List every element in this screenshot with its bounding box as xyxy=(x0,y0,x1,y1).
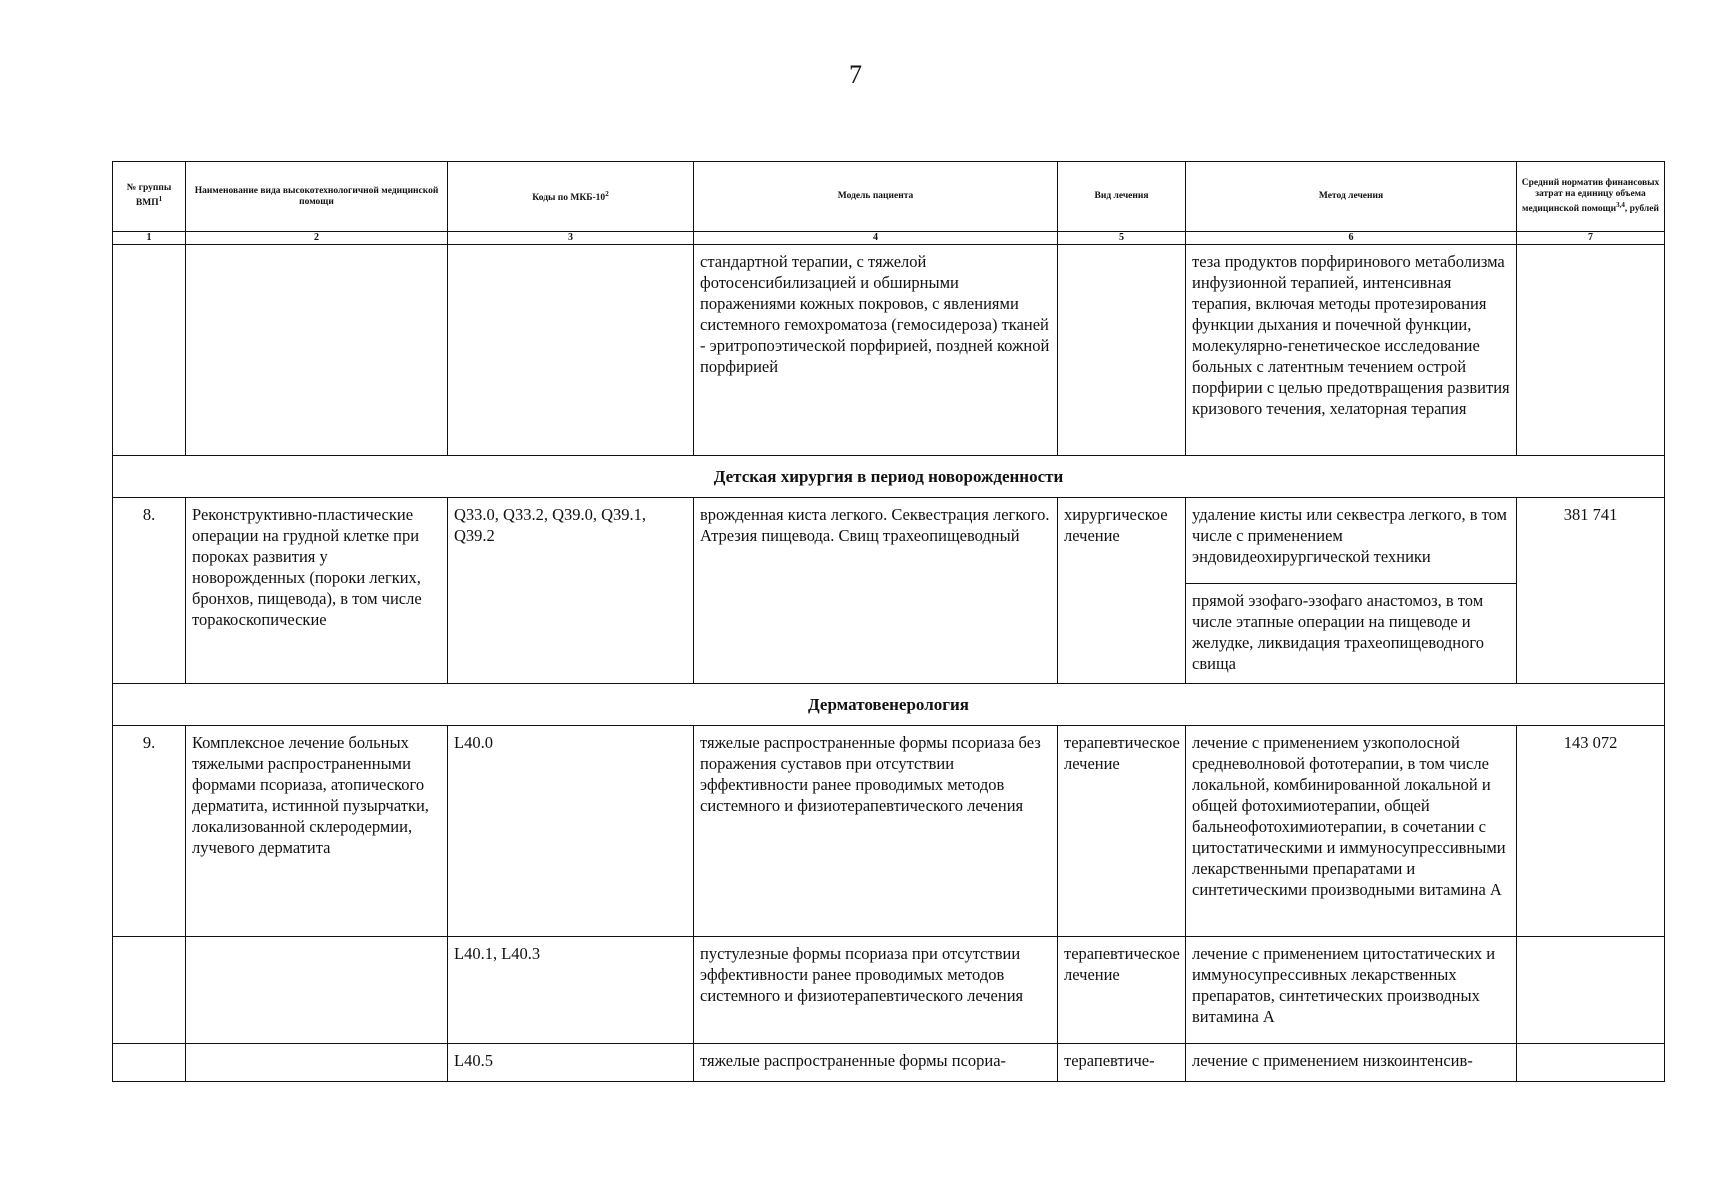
empty-cell xyxy=(186,937,448,1044)
empty-cell xyxy=(1517,1044,1665,1082)
icd-codes-cell: L40.5 xyxy=(448,1044,694,1082)
treatment-type-cell: хирургическое лечение xyxy=(1058,498,1186,684)
empty-cell xyxy=(113,937,186,1044)
header-patient-model: Модель пациента xyxy=(694,162,1058,232)
empty-cell xyxy=(113,245,186,456)
section-title-dermatovenereology: Дерматовенерология xyxy=(113,684,1665,726)
treatment-type-cell: терапевтиче- xyxy=(1058,1044,1186,1082)
patient-model-cell: тяжелые распространенные формы псориаза без поражения суставов при отсутствии эффективности ранее проводимых методов системного и физиотерапевтического лечения xyxy=(694,726,1058,937)
treatment-method-cell: теза продуктов порфиринового метаболизма инфузионной терапией, интенсивная терапия, включая методы протезирования функции дыхания и почечной функции, молекулярно-генетическое исследование больных с латентным течением острой порфирии с целью предотвращения развития кризового течения, хелаторная терапия xyxy=(1186,245,1517,456)
cost-cell: 143 072 xyxy=(1517,726,1665,937)
empty-cell xyxy=(448,245,694,456)
treatment-method-cell: лечение с применением низкоинтенсив- xyxy=(1186,1044,1517,1082)
group-number-cell: 9. xyxy=(113,726,186,937)
section-title-neonatal-surgery: Детская хирургия в период новорожденности xyxy=(113,456,1665,498)
table-row-9 xyxy=(113,726,1665,937)
patient-model-cell: пустулезные формы псориаза при отсутствии эффективности ранее проводимых методов системного и физиотерапевтического лечения xyxy=(694,937,1058,1044)
header-treatment-method: Метод лечения xyxy=(1186,162,1517,232)
column-number: 2 xyxy=(186,232,448,245)
section-row xyxy=(113,684,1665,726)
vmp-table xyxy=(112,161,1665,1082)
column-number: 6 xyxy=(1186,232,1517,245)
treatment-method-cell: прямой эзофаго-эзофаго анастомоз, в том числе этапные операции на пищеводе и желудке, ликвидация трахеопищеводного свища xyxy=(1186,584,1517,684)
section-row xyxy=(113,456,1665,498)
care-name-cell: Комплексное лечение больных тяжелыми распространенными формами псориаза, атопического дерматита, истинной пузырчатки, локализованной склеродермии, лучевого дерматита xyxy=(186,726,448,937)
table-row-8 xyxy=(113,498,1665,584)
care-name-cell: Реконструктивно-пластические операции на грудной клетке при пороках развития у новорожденных (пороки легких, бронхов, пищевода), в том числе торакоскопические xyxy=(186,498,448,684)
column-number: 7 xyxy=(1517,232,1665,245)
empty-cell xyxy=(1517,245,1665,456)
patient-model-cell: врожденная киста легкого. Секвестрация легкого. Атрезия пищевода. Свищ трахеопищеводный xyxy=(694,498,1058,684)
header-icd-codes: Коды по МКБ-$10^2$ xyxy=(448,162,694,232)
treatment-type-cell: терапевтическое лечение xyxy=(1058,937,1186,1044)
treatment-type-cell: терапевтическое лечение xyxy=(1058,726,1186,937)
cost-cell: 381 741 xyxy=(1517,498,1665,684)
header-care-name: Наименование вида высокотехнологичной медицинской помощи xyxy=(186,162,448,232)
column-number: 5 xyxy=(1058,232,1186,245)
header-treatment-type: Вид лечения xyxy=(1058,162,1186,232)
patient-model-cell: тяжелые распространенные формы псориа- xyxy=(694,1044,1058,1082)
column-number: 3 xyxy=(448,232,694,245)
empty-cell xyxy=(1058,245,1186,456)
empty-cell xyxy=(113,1044,186,1082)
continuation-row xyxy=(113,245,1665,456)
column-number: 1 xyxy=(113,232,186,245)
page-number: 7 xyxy=(849,60,862,89)
header-cost-norm: Средний норматив финансовых затрат на единицу объема медицинской помощи$^{3,4}$, рублей xyxy=(1517,162,1665,232)
header-row xyxy=(113,162,1665,232)
column-number-row xyxy=(113,232,1665,245)
group-number-cell: 8. xyxy=(113,498,186,684)
treatment-method-cell: лечение с применением цитостатических и иммуносупрессивных лекарственных препаратов, синтетических производных витамина А xyxy=(1186,937,1517,1044)
empty-cell xyxy=(1517,937,1665,1044)
icd-codes-cell: L40.1, L40.3 xyxy=(448,937,694,1044)
patient-model-cell: стандартной терапии, с тяжелой фотосенсибилизацией и обширными поражениями кожных покровов, с явлениями системного гемохроматоза (гемосидероза) тканей - эритропоэтической порфирией, поздней кожной порфирией xyxy=(694,245,1058,456)
table-row-9-sub-3 xyxy=(113,1044,1665,1082)
icd-codes-cell: Q33.0, Q33.2, Q39.0, Q39.1, Q39.2 xyxy=(448,498,694,684)
header-group-number: № группы ВМП$^1$ xyxy=(113,162,186,232)
column-number: 4 xyxy=(694,232,1058,245)
empty-cell xyxy=(186,245,448,456)
treatment-method-cell: удаление кисты или секвестра легкого, в том числе с применением эндовидеохирургической техники xyxy=(1186,498,1517,584)
table-row-9-sub-2 xyxy=(113,937,1665,1044)
icd-codes-cell: L40.0 xyxy=(448,726,694,937)
treatment-method-cell: лечение с применением узкополосной средневолновой фототерапии, в том числе локальной, комбинированной локальной и общей фотохимиотерапии, общей бальнеофотохимиотерапии, в сочетании с цитостатическими и иммуносупрессивными лекарственными препаратами и синтетическими производными витамина А xyxy=(1186,726,1517,937)
empty-cell xyxy=(186,1044,448,1082)
